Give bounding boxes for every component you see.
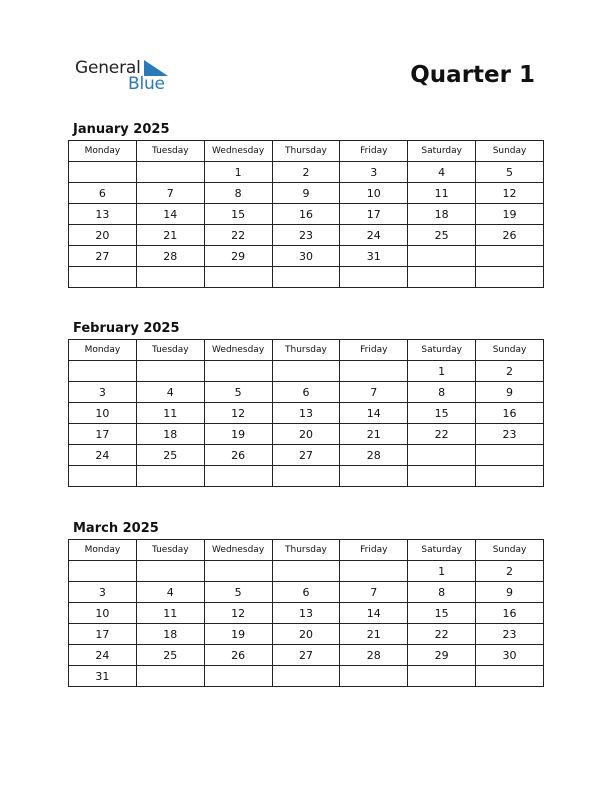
day-cell: 18 xyxy=(136,424,204,445)
day-cell: 15 xyxy=(204,204,272,225)
day-cell: 7 xyxy=(340,582,408,603)
week-row xyxy=(69,204,544,225)
day-cell xyxy=(69,361,137,382)
day-cell xyxy=(408,445,476,466)
day-cell: 26 xyxy=(204,645,272,666)
day-cell: 23 xyxy=(272,225,340,246)
day-cell: 22 xyxy=(408,424,476,445)
day-cell xyxy=(272,267,340,288)
day-cell: 3 xyxy=(69,582,137,603)
day-cell: 13 xyxy=(272,603,340,624)
day-cell: 25 xyxy=(136,445,204,466)
weekday-header: Saturday xyxy=(408,540,476,561)
day-cell: 10 xyxy=(69,403,137,424)
day-cell: 5 xyxy=(476,162,544,183)
day-cell: 5 xyxy=(204,382,272,403)
day-cell: 19 xyxy=(204,624,272,645)
month-title: January 2025 xyxy=(73,122,170,137)
day-cell xyxy=(340,666,408,687)
day-cell: 30 xyxy=(476,645,544,666)
month-calendar-february xyxy=(68,319,544,487)
day-cell xyxy=(340,267,408,288)
week-row xyxy=(69,267,544,288)
day-cell xyxy=(408,466,476,487)
day-cell: 2 xyxy=(272,162,340,183)
weekday-header: Sunday xyxy=(476,340,544,361)
weekday-header: Thursday xyxy=(272,340,340,361)
day-cell xyxy=(204,361,272,382)
day-cell: 11 xyxy=(136,603,204,624)
logo-text-general: General xyxy=(75,58,141,78)
day-cell: 25 xyxy=(408,225,476,246)
day-cell: 14 xyxy=(136,204,204,225)
day-cell: 17 xyxy=(69,624,137,645)
day-cell: 26 xyxy=(476,225,544,246)
weekday-header: Monday xyxy=(69,340,137,361)
day-cell: 28 xyxy=(136,246,204,267)
week-row xyxy=(69,183,544,204)
day-cell: 23 xyxy=(476,624,544,645)
day-cell: 3 xyxy=(340,162,408,183)
month-calendar-january xyxy=(68,120,544,288)
day-cell: 17 xyxy=(340,204,408,225)
day-cell xyxy=(136,561,204,582)
day-cell xyxy=(204,561,272,582)
day-cell xyxy=(204,267,272,288)
day-cell xyxy=(476,246,544,267)
week-row xyxy=(69,382,544,403)
day-cell xyxy=(476,666,544,687)
month-title: February 2025 xyxy=(73,321,180,336)
day-cell: 15 xyxy=(408,403,476,424)
calendar-table xyxy=(68,539,544,687)
weekday-header: Thursday xyxy=(272,540,340,561)
weekday-header-row xyxy=(69,141,544,162)
day-cell xyxy=(476,466,544,487)
day-cell: 16 xyxy=(476,603,544,624)
day-cell xyxy=(476,445,544,466)
day-cell: 18 xyxy=(136,624,204,645)
day-cell: 6 xyxy=(272,382,340,403)
day-cell: 13 xyxy=(272,403,340,424)
day-cell: 24 xyxy=(340,225,408,246)
weekday-header: Tuesday xyxy=(136,540,204,561)
day-cell: 4 xyxy=(136,382,204,403)
day-cell: 6 xyxy=(272,582,340,603)
generalblue-logo xyxy=(75,58,175,94)
day-cell: 28 xyxy=(340,645,408,666)
week-row xyxy=(69,603,544,624)
day-cell: 4 xyxy=(136,582,204,603)
day-cell xyxy=(272,466,340,487)
day-cell xyxy=(204,666,272,687)
weekday-header: Thursday xyxy=(272,141,340,162)
weekday-header: Tuesday xyxy=(136,141,204,162)
week-row xyxy=(69,225,544,246)
week-row xyxy=(69,624,544,645)
day-cell: 14 xyxy=(340,403,408,424)
day-cell xyxy=(272,361,340,382)
month-title: March 2025 xyxy=(73,521,159,536)
day-cell: 17 xyxy=(69,424,137,445)
day-cell: 9 xyxy=(476,382,544,403)
day-cell: 24 xyxy=(69,445,137,466)
day-cell: 20 xyxy=(272,624,340,645)
day-cell: 22 xyxy=(204,225,272,246)
day-cell: 14 xyxy=(340,603,408,624)
day-cell: 3 xyxy=(69,382,137,403)
day-cell: 6 xyxy=(69,183,137,204)
day-cell: 1 xyxy=(408,561,476,582)
day-cell: 12 xyxy=(204,603,272,624)
day-cell: 16 xyxy=(476,403,544,424)
day-cell: 21 xyxy=(136,225,204,246)
weekday-header: Monday xyxy=(69,141,137,162)
day-cell: 4 xyxy=(408,162,476,183)
day-cell: 30 xyxy=(272,246,340,267)
calendar-table xyxy=(68,339,544,487)
day-cell: 16 xyxy=(272,204,340,225)
weekday-header: Saturday xyxy=(408,340,476,361)
day-cell: 11 xyxy=(408,183,476,204)
day-cell: 19 xyxy=(204,424,272,445)
day-cell: 9 xyxy=(272,183,340,204)
weekday-header: Sunday xyxy=(476,540,544,561)
day-cell: 8 xyxy=(408,382,476,403)
day-cell xyxy=(476,267,544,288)
weekday-header: Wednesday xyxy=(204,540,272,561)
day-cell: 9 xyxy=(476,582,544,603)
day-cell: 18 xyxy=(408,204,476,225)
day-cell: 2 xyxy=(476,561,544,582)
week-row xyxy=(69,403,544,424)
day-cell: 26 xyxy=(204,445,272,466)
weekday-header: Friday xyxy=(340,141,408,162)
day-cell xyxy=(136,361,204,382)
day-cell: 10 xyxy=(69,603,137,624)
day-cell xyxy=(69,466,137,487)
day-cell xyxy=(340,561,408,582)
day-cell xyxy=(69,267,137,288)
week-row xyxy=(69,162,544,183)
day-cell: 8 xyxy=(204,183,272,204)
day-cell: 5 xyxy=(204,582,272,603)
weekday-header: Tuesday xyxy=(136,340,204,361)
day-cell: 27 xyxy=(69,246,137,267)
day-cell: 8 xyxy=(408,582,476,603)
day-cell: 24 xyxy=(69,645,137,666)
day-cell xyxy=(272,561,340,582)
day-cell: 29 xyxy=(408,645,476,666)
day-cell: 12 xyxy=(204,403,272,424)
day-cell: 28 xyxy=(340,445,408,466)
day-cell: 25 xyxy=(136,645,204,666)
day-cell: 1 xyxy=(204,162,272,183)
week-row xyxy=(69,645,544,666)
day-cell xyxy=(69,162,137,183)
day-cell: 2 xyxy=(476,361,544,382)
day-cell: 21 xyxy=(340,624,408,645)
day-cell xyxy=(136,666,204,687)
day-cell: 22 xyxy=(408,624,476,645)
week-row xyxy=(69,666,544,687)
day-cell: 15 xyxy=(408,603,476,624)
weekday-header: Friday xyxy=(340,340,408,361)
month-calendar-march xyxy=(68,519,544,687)
day-cell xyxy=(69,561,137,582)
weekday-header: Sunday xyxy=(476,141,544,162)
day-cell: 10 xyxy=(340,183,408,204)
day-cell: 7 xyxy=(136,183,204,204)
day-cell xyxy=(340,466,408,487)
day-cell: 23 xyxy=(476,424,544,445)
day-cell xyxy=(136,267,204,288)
day-cell: 12 xyxy=(476,183,544,204)
weekday-header-row xyxy=(69,340,544,361)
week-row xyxy=(69,424,544,445)
week-row xyxy=(69,246,544,267)
day-cell xyxy=(204,466,272,487)
week-row xyxy=(69,561,544,582)
logo-text-blue: Blue xyxy=(128,74,165,94)
day-cell xyxy=(136,466,204,487)
weekday-header: Monday xyxy=(69,540,137,561)
week-row xyxy=(69,582,544,603)
day-cell: 21 xyxy=(340,424,408,445)
weekday-header: Wednesday xyxy=(204,340,272,361)
day-cell xyxy=(408,666,476,687)
calendar-table xyxy=(68,140,544,288)
day-cell: 20 xyxy=(272,424,340,445)
day-cell: 19 xyxy=(476,204,544,225)
weekday-header: Friday xyxy=(340,540,408,561)
weekday-header-row xyxy=(69,540,544,561)
day-cell: 31 xyxy=(69,666,137,687)
day-cell: 11 xyxy=(136,403,204,424)
week-row xyxy=(69,361,544,382)
day-cell: 13 xyxy=(69,204,137,225)
day-cell xyxy=(340,361,408,382)
day-cell: 27 xyxy=(272,445,340,466)
day-cell: 7 xyxy=(340,382,408,403)
week-row xyxy=(69,466,544,487)
page-title: Quarter 1 xyxy=(410,62,535,88)
day-cell: 20 xyxy=(69,225,137,246)
week-row xyxy=(69,445,544,466)
day-cell: 27 xyxy=(272,645,340,666)
weekday-header: Saturday xyxy=(408,141,476,162)
day-cell: 1 xyxy=(408,361,476,382)
day-cell xyxy=(408,267,476,288)
day-cell xyxy=(136,162,204,183)
day-cell xyxy=(272,666,340,687)
weekday-header: Wednesday xyxy=(204,141,272,162)
day-cell xyxy=(408,246,476,267)
day-cell: 31 xyxy=(340,246,408,267)
day-cell: 29 xyxy=(204,246,272,267)
